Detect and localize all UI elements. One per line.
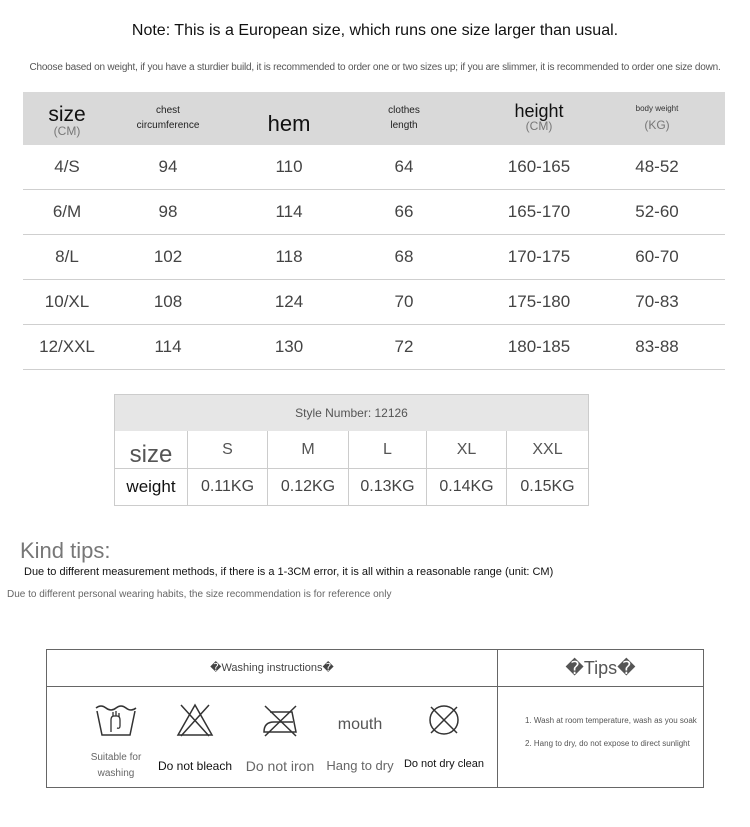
cell-weight: 60-70 <box>635 247 679 266</box>
size-advice: Choose based on weight, if you have a sturdier build, it is recommended to order one or two sizes up; if you are slimmer, it is recommended to order one size down. <box>29 62 721 73</box>
cell-size: 6/M <box>52 202 82 221</box>
cell-hem: 130 <box>274 337 304 356</box>
recommendation-tip: Due to different personal wearing habits, the size recommendation is for reference only <box>7 589 392 600</box>
care-item-washing: Suitable for washing <box>85 702 147 782</box>
cell-chest: 114 <box>154 337 182 356</box>
header-clothes-length: clothes length <box>388 105 420 131</box>
weight-value-xxl: 0.15KG <box>520 478 575 495</box>
cell-length: 64 <box>394 157 414 176</box>
size-chart-row <box>23 145 725 190</box>
washing-instructions-title: �Washing instructions� <box>210 662 334 674</box>
care-tip-2: 2. Hang to dry, do not expose to direct sunlight <box>525 739 690 748</box>
no-iron-icon <box>241 702 319 742</box>
cell-weight: 52-60 <box>635 202 679 221</box>
care-item-no-bleach: Do not bleach <box>155 702 235 774</box>
cell-length: 66 <box>394 202 414 221</box>
cell-length: 72 <box>394 337 414 356</box>
cell-chest: 94 <box>158 157 178 176</box>
size-chart-body <box>23 145 725 370</box>
weight-size-xxl: XXL <box>507 431 588 469</box>
no-bleach-icon <box>155 702 235 742</box>
cell-length: 70 <box>394 292 414 311</box>
weight-size-xl: XL <box>427 431 507 469</box>
weight-value-s: 0.11KG <box>188 469 268 505</box>
size-chart-row <box>23 280 725 325</box>
weight-size-label-cell: size <box>115 431 188 469</box>
cell-height: 180-185 <box>507 337 571 356</box>
weight-size-l: L <box>349 431 427 469</box>
cell-chest: 102 <box>153 247 183 266</box>
cell-chest: 98 <box>158 202 178 221</box>
weight-label-cell: weight <box>115 469 188 505</box>
cell-size: 4/S <box>54 157 80 176</box>
size-chart-row <box>23 325 725 370</box>
weight-grid <box>115 431 588 505</box>
size-chart-row <box>23 190 725 235</box>
tips-title: �Tips� <box>565 658 636 678</box>
header-height: height (CM) <box>514 101 564 133</box>
weight-value-xl: 0.14KG <box>427 469 507 505</box>
care-item-no-iron: Do not iron <box>241 702 319 774</box>
cell-hem: 114 <box>275 202 303 221</box>
cell-size: 10/XL <box>44 292 90 311</box>
cell-size: 8/L <box>55 247 79 266</box>
hang-dry-icon: mouth <box>337 716 383 733</box>
header-body-weight: body weight (KG) <box>635 104 679 132</box>
care-item-hang-dry: mouth Hang to dry <box>321 702 399 774</box>
care-tip-1: 1. Wash at room temperature, wash as you soak <box>525 716 697 725</box>
no-dry-clean-icon <box>399 702 489 742</box>
washing-tub-icon <box>85 702 147 742</box>
header-chest: chest circumference <box>136 105 200 131</box>
cell-size: 12/XXL <box>39 337 95 356</box>
measurement-tip: Due to different measurement methods, if there is a 1-3CM error, it is all within a reasonable range (unit: CM) <box>24 566 554 578</box>
cell-height: 175-180 <box>507 292 571 311</box>
care-divider-horizontal <box>47 686 703 687</box>
kind-tips-heading: Kind tips: <box>20 538 111 563</box>
weight-value-l: 0.13KG <box>349 469 427 505</box>
cell-weight: 83-88 <box>635 337 679 356</box>
cell-height: 165-170 <box>507 202 571 221</box>
cell-hem: 110 <box>275 157 303 176</box>
size-note: Note: This is a European size, which runs one size larger than usual. <box>131 22 619 39</box>
weight-table <box>114 394 589 506</box>
cell-length: 68 <box>394 247 414 266</box>
header-size: size (CM) <box>48 103 86 138</box>
cell-weight: 70-83 <box>635 292 679 311</box>
weight-value-m: 0.12KG <box>268 469 349 505</box>
size-chart-row <box>23 235 725 280</box>
size-chart-header <box>23 92 725 145</box>
care-instructions-box <box>46 649 704 788</box>
cell-height: 160-165 <box>507 157 571 176</box>
size-chart-table <box>23 92 725 370</box>
cell-height: 170-175 <box>507 247 571 266</box>
header-hem: hem <box>267 111 311 136</box>
care-item-no-dry-clean: Do not dry clean <box>399 702 489 772</box>
cell-weight: 48-52 <box>635 157 679 176</box>
cell-hem: 124 <box>274 292 304 311</box>
cell-hem: 118 <box>275 247 303 266</box>
weight-size-s: S <box>188 431 268 469</box>
weight-size-m: M <box>268 431 349 469</box>
cell-chest: 108 <box>153 292 183 311</box>
style-number: Style Number: 12126 <box>115 395 588 431</box>
